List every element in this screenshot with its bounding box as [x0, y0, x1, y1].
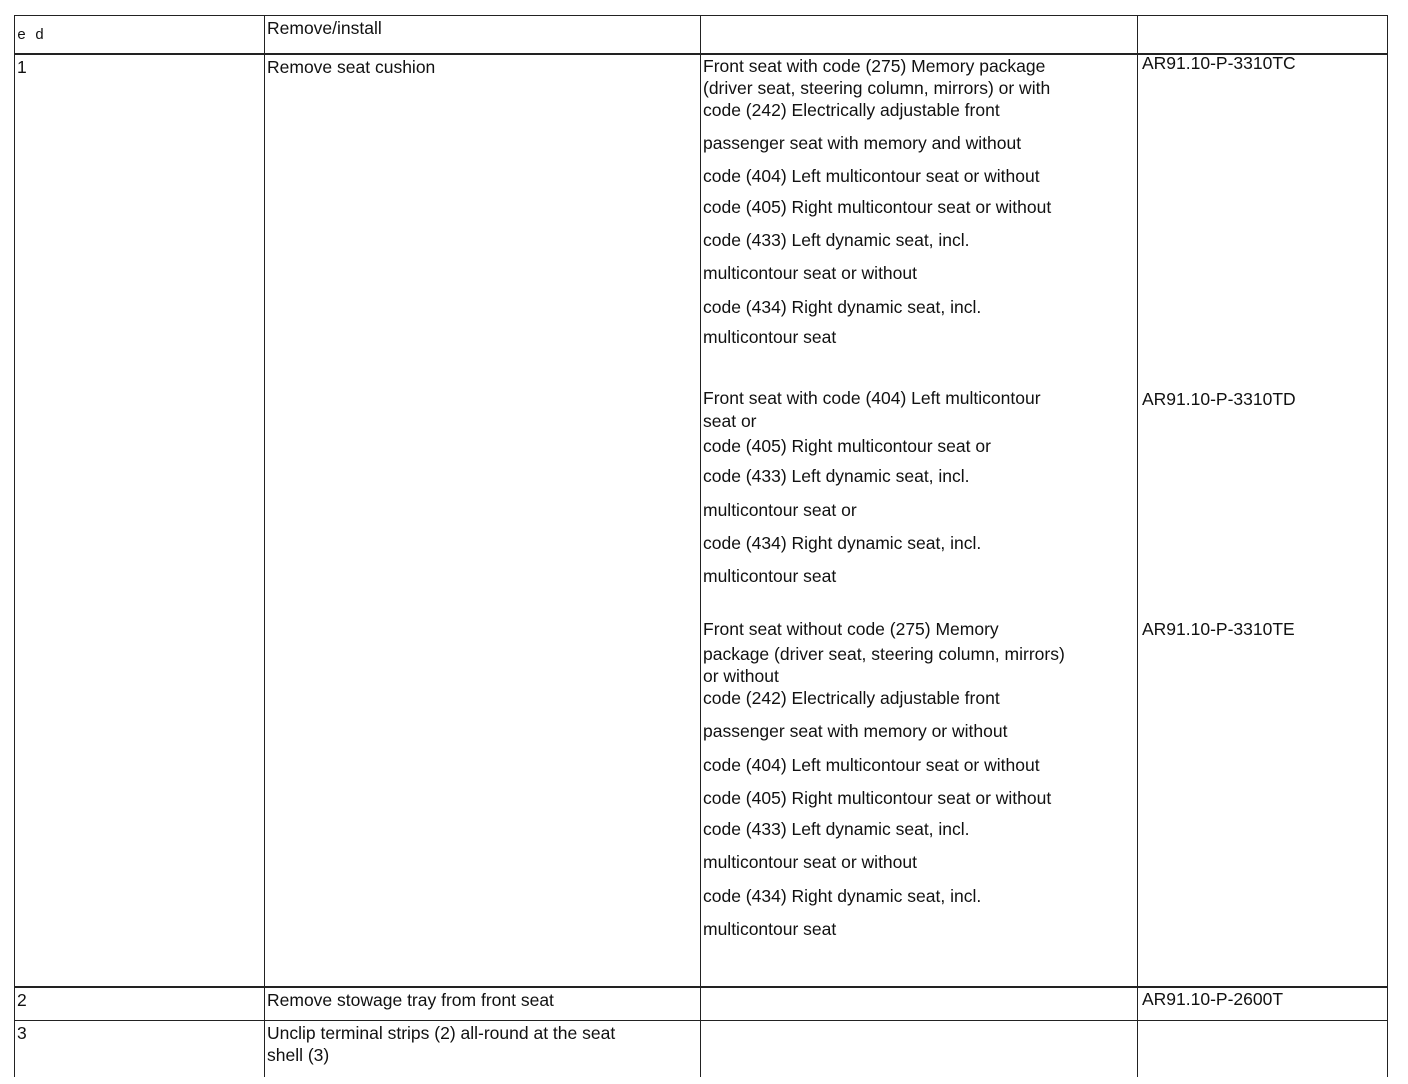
step-action-line: Unclip terminal strips (2) all-round at the seat — [267, 1023, 616, 1043]
condition-line: multicontour seat or without — [703, 263, 917, 283]
column-divider — [1137, 15, 1138, 1077]
condition-line: (driver seat, steering column, mirrors) or with — [703, 78, 1051, 98]
table-border-right — [1387, 15, 1388, 1077]
condition-line: Front seat with code (275) Memory package — [703, 56, 1046, 76]
step-number: 3 — [17, 1023, 27, 1043]
row-divider — [14, 1020, 1388, 1021]
condition-line: multicontour seat — [703, 566, 837, 586]
condition-line: Front seat without code (275) Memory — [703, 619, 999, 639]
reference-code[interactable]: AR91.10-P-3310TC — [1142, 53, 1296, 73]
condition-line: code (433) Left dynamic seat, incl. — [703, 230, 970, 250]
condition-line: code (404) Left multicontour seat or without — [703, 166, 1040, 186]
condition-line: multicontour seat or without — [703, 852, 917, 872]
reference-code[interactable]: AR91.10-P-3310TE — [1142, 619, 1295, 639]
column-divider — [700, 15, 701, 1077]
condition-line: code (433) Left dynamic seat, incl. — [703, 819, 970, 839]
reference-code[interactable]: AR91.10-P-2600T — [1142, 989, 1284, 1009]
condition-line: Front seat with code (404) Left multicontour — [703, 388, 1041, 408]
condition-line: code (404) Left multicontour seat or without — [703, 755, 1040, 775]
step-number: 2 — [17, 990, 27, 1010]
step-action-line: shell (3) — [267, 1045, 330, 1065]
condition-line: passenger seat with memory or without — [703, 721, 1008, 741]
condition-line: code (405) Right multicontour seat or — [703, 436, 991, 456]
table-border-left — [14, 15, 15, 1077]
condition-line: passenger seat with memory and without — [703, 133, 1022, 153]
condition-line: or without — [703, 666, 779, 686]
condition-line: package (driver seat, steering column, mirrors) — [703, 644, 1065, 664]
condition-line: code (434) Right dynamic seat, incl. — [703, 886, 982, 906]
condition-line: code (405) Right multicontour seat or without — [703, 788, 1052, 808]
condition-line: multicontour seat — [703, 327, 837, 347]
step-action: Remove seat cushion — [267, 57, 436, 77]
condition-line: code (434) Right dynamic seat, incl. — [703, 297, 982, 317]
condition-line: code (434) Right dynamic seat, incl. — [703, 533, 982, 553]
column-divider — [264, 15, 265, 1077]
reference-code[interactable]: AR91.10-P-3310TD — [1142, 389, 1296, 409]
condition-line: code (242) Electrically adjustable front — [703, 100, 1000, 120]
condition-line: code (242) Electrically adjustable front — [703, 688, 1000, 708]
condition-line: multicontour seat — [703, 919, 837, 939]
table-border-top — [14, 15, 1388, 16]
row-divider — [14, 986, 1388, 988]
condition-line: code (433) Left dynamic seat, incl. — [703, 466, 970, 486]
header-title: Remove/install — [267, 18, 382, 38]
condition-line: code (405) Right multicontour seat or without — [703, 197, 1052, 217]
procedure-table — [14, 15, 1388, 1077]
header-step-label: e d — [17, 27, 45, 44]
condition-line: seat or — [703, 411, 757, 431]
condition-line: multicontour seat or — [703, 500, 857, 520]
step-number: 1 — [17, 57, 27, 77]
step-action: Remove stowage tray from front seat — [267, 990, 554, 1010]
